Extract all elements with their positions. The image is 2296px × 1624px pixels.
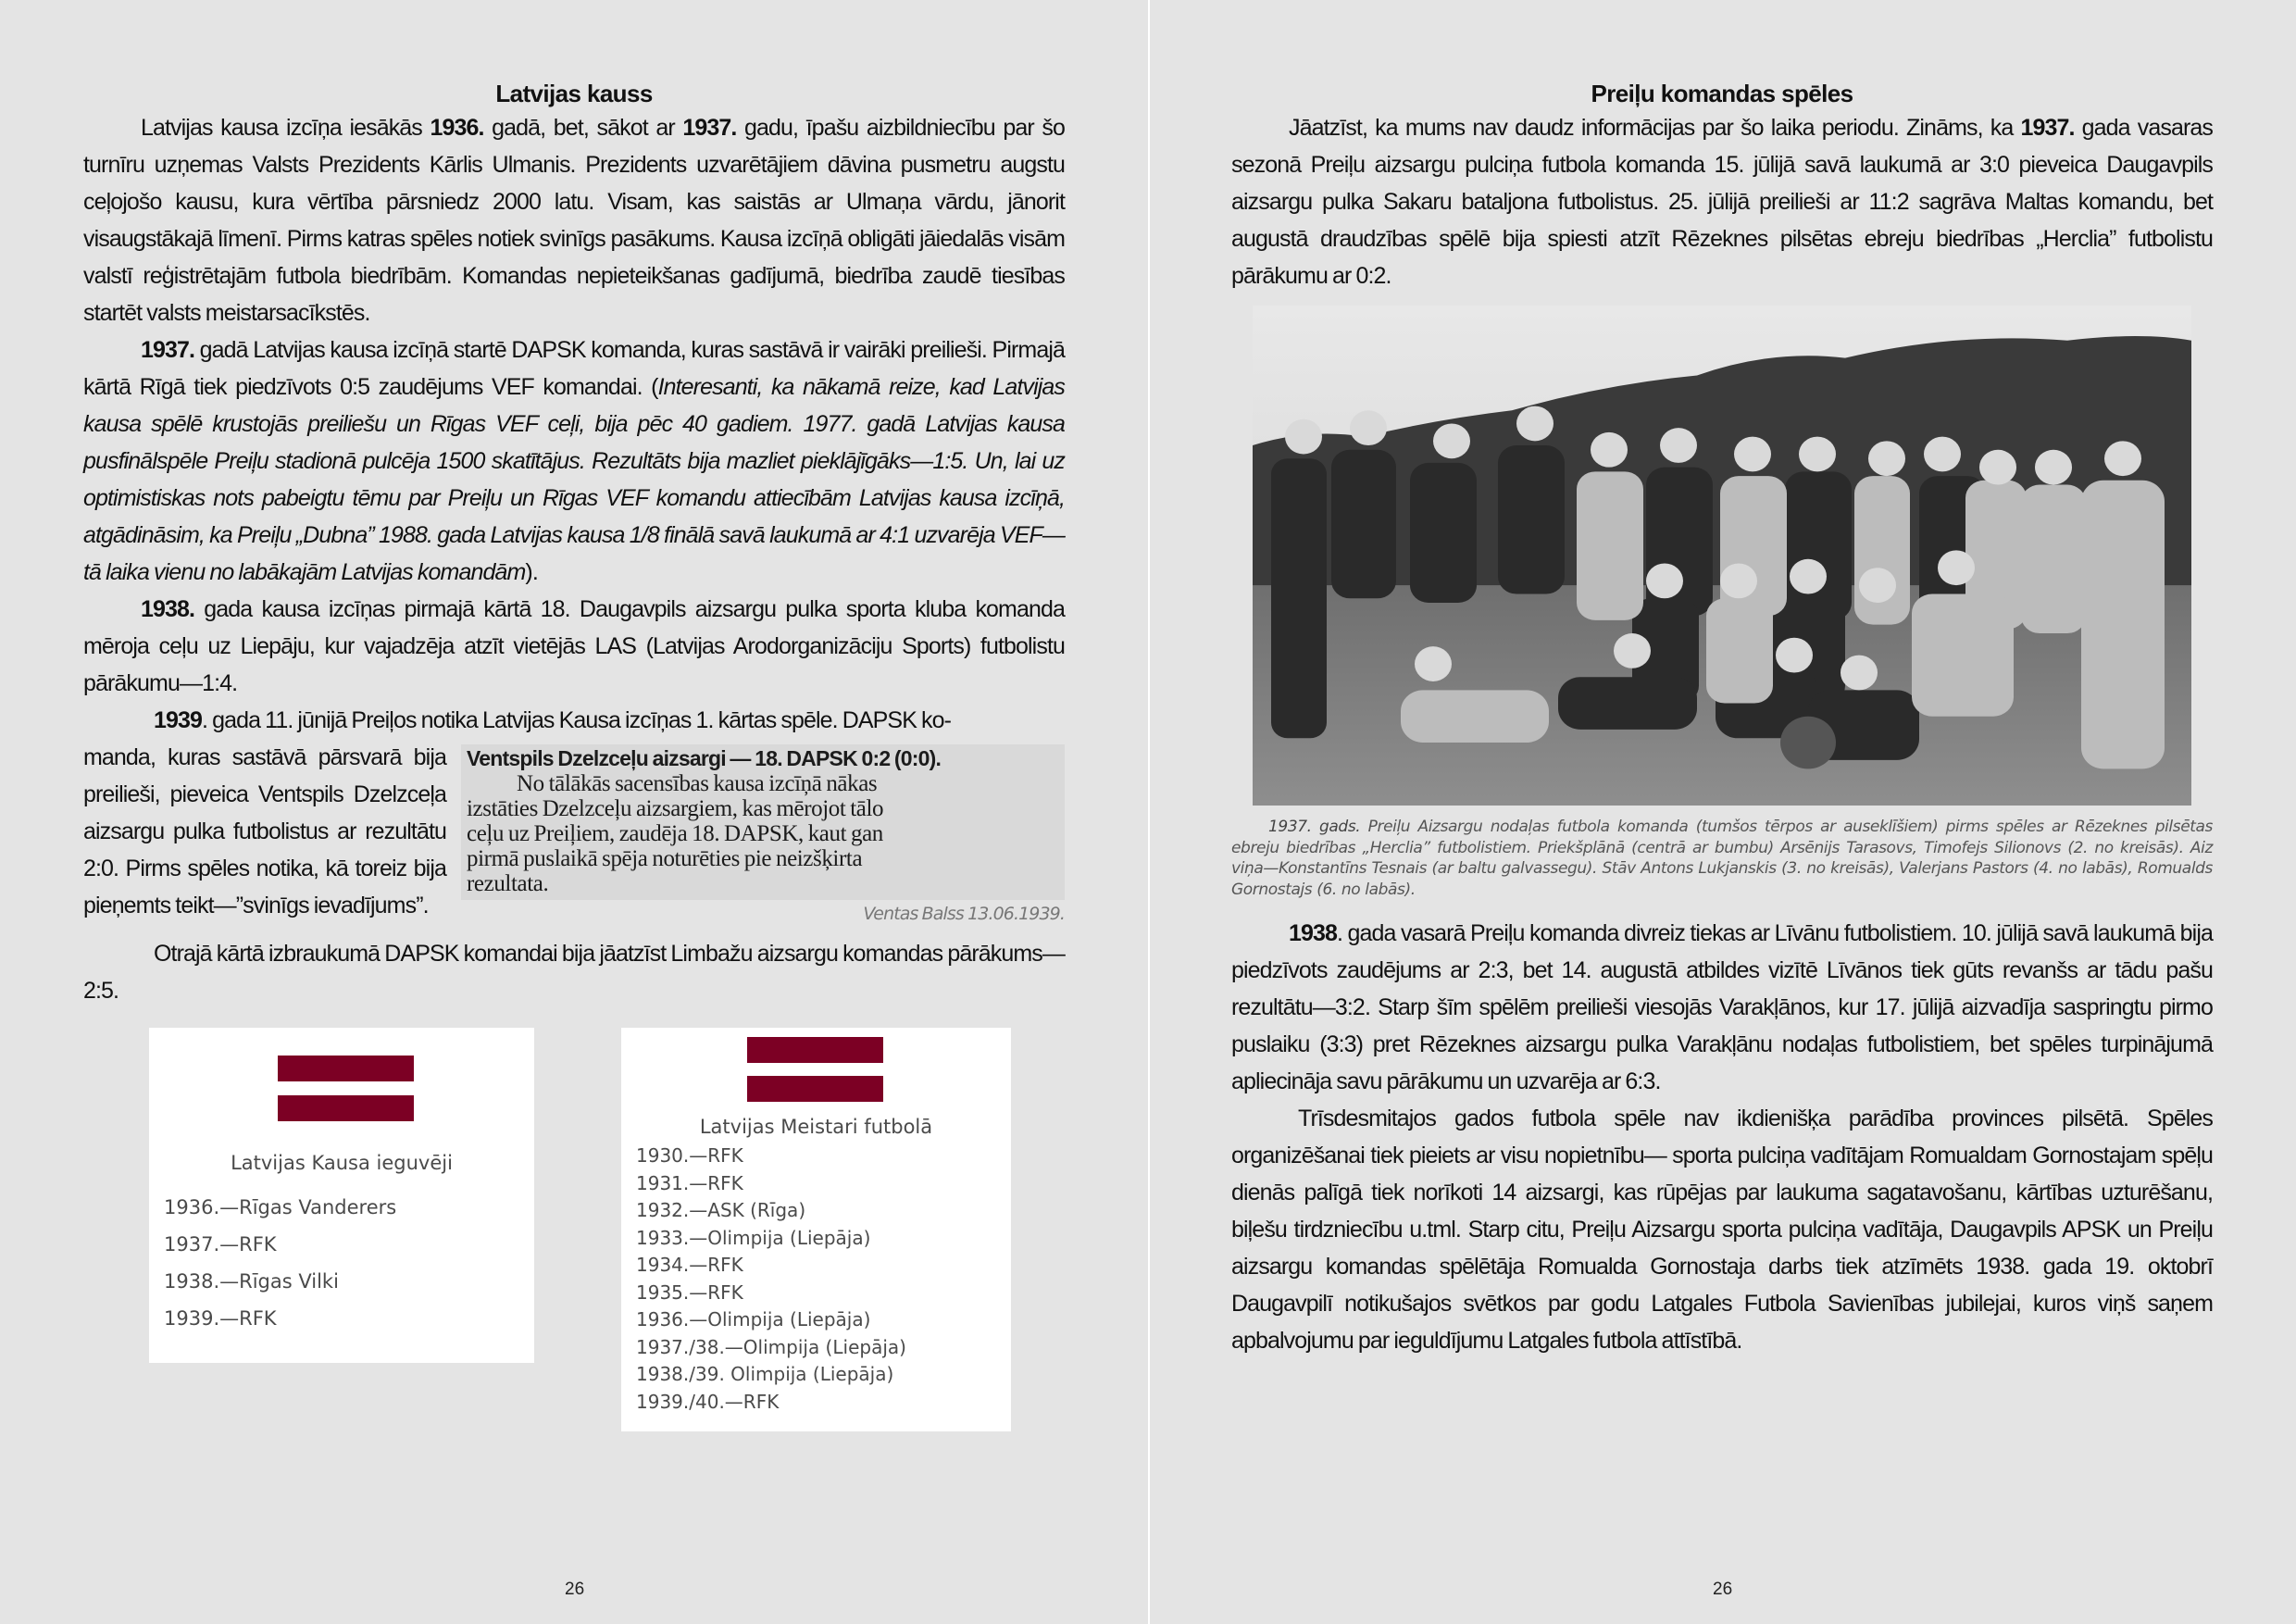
clipping-line: pirmā puslaikā spēja noturēties pie neizšķirta <box>467 846 863 871</box>
list-item: 1931.—RFK <box>636 1171 743 1194</box>
list-item: 1937./38.—Olimpija (Liepāja) <box>636 1335 906 1358</box>
year-bold: 1937. <box>682 115 737 141</box>
cup-winners-list <box>164 1189 396 1337</box>
text: ). <box>525 559 538 585</box>
text: . gada vasarā Preiļu komanda divreiz tiekas ar Līvānu futbolistiem. 10. jūlijā savā laukumā bija piedzīvots zaudējums ar 2:3, bet 14. augustā atbildes vizītē Līvānos tiek gūts revanšs ar tādu pašu rezultātu—3:2. Starp šīm spēlēm preilieši viesojās Varakļānos, kur 17. jūlijā aizvadīja saspringtu pirmo puslaiku (3:3) pret Rēzeknes aizsargu pulka Varakļānu nodaļas futbolistiem, bet spēles turpinājumā apliecināja savu pārākumu un uzvarēja ar 6:3. <box>1231 920 2213 1094</box>
newspaper-clipping-figure <box>461 744 1065 928</box>
text: . gada 11. jūnijā Preiļos notika Latvijas Kausa izcīņas 1. kārtas spēle. DAPSK ko- <box>202 707 952 733</box>
list-item: 1939./40.—RFK <box>636 1390 780 1413</box>
clipping-headline: Ventspils Dzelzceļu aizsargi — 18. DAPSK 0:2 (0:0). <box>467 746 942 770</box>
page-number: 26 <box>565 1580 585 1599</box>
list-item: 1938./39. Olimpija (Liepāja) <box>636 1363 894 1385</box>
paragraph-1939-wrap: manda, kuras sastāvā pārsvarā bija preilieši, pieveica Ventspils Dzelzceļa aizsargu pulka futbolistus ar rezultātu 2:0. Pirms spēles notika, kā toreiz bija pieņemts teikt—”svinīgs ievadījums”. <box>83 744 446 918</box>
list-item: 1930.—RFK <box>636 1144 743 1167</box>
latvian-flag-icon <box>747 1076 883 1102</box>
list-item: 1939.—RFK <box>164 1307 277 1330</box>
paragraph-thirties: Trīsdesmitajos gados futbola spēle nav ikdienišķa parādība provinces pilsētā. Spēles organizēšanai tiek pieiets ar visu nopietnību— sporta pulciņa vadītājam Romualdam Gornostajam spēļu dienās palīgā tiek norīkoti 14 aizsargi, kas rūpējas par laukuma sagatavošanu, kārtības uzturēšanu, biļešu tirdzniecību u.tml. Starp citu, Preiļu Aizsargu sporta pulciņa vadītāja, Daugavpils APSK un Preiļu aizsargu komandas spēlētāja Romualda Gornostaja darbs tiek atzīmēts 1938. gada 19. oktobrī Daugavpilī notikušajos svētkos par godu Latgales Futbola Savienības jubilejai, kuros viņš saņem apbalvojumu par ieguldījumu Latgales futbola attīstībā. <box>1231 1106 2213 1354</box>
list-item: 1936.—Olimpija (Liepāja) <box>636 1308 871 1330</box>
paragraph-1938 <box>83 591 1065 702</box>
latvian-flag-icon <box>747 1037 883 1063</box>
left-page-content <box>83 78 1065 1431</box>
clipping-line: ceļu uz Preiļiem, zaudēja 18. DAPSK, kaut gan <box>467 821 883 846</box>
team-photo <box>1253 306 2191 806</box>
clipping-line: No tālākās sacensības kausa izcīņā nākas <box>517 771 878 796</box>
paragraph-1939-lead <box>83 702 1065 739</box>
left-body <box>83 109 1065 1009</box>
list-item: 1935.—RFK <box>636 1280 743 1304</box>
clipping-line: izstāties Dzelzceļu aizsargiem, kas mērojot tālo <box>467 796 884 821</box>
right-page <box>1150 0 2296 1624</box>
list-item: 1934.—RFK <box>636 1254 743 1276</box>
list-item: 1936.—Rīgas Vanderers <box>164 1196 397 1218</box>
list-item: 1933.—Olimpija (Liepāja) <box>636 1226 871 1249</box>
text: gada vasaras sezonā Preiļu aizsargu pulciņa futbola komanda 15. jūlijā savā laukumā ar 3:0 pieveica Daugavpils aizsargu pulka Sakaru bataljona futbolistus. 25. jūlijā preilieši ar 11:2 sagrāva Maltas komandu, bet augustā draudzības spēlē bija spiesti atzīt Rēzeknes pilsētas ebreju biedrības „Herclia” futbolistu pārākumu ar 0:2. <box>1231 115 2214 289</box>
year-bold: 1938. <box>141 596 195 622</box>
paragraph-1937 <box>83 331 1065 591</box>
champions-box <box>621 1028 1011 1431</box>
text: gadā, bet, sākot ar <box>483 115 683 141</box>
photo-caption <box>1231 817 2213 900</box>
year-bold: 1937. <box>141 337 195 363</box>
caption-text: Preiļu Aizsargu nodaļas futbola komanda (tumšos tērpos ar auseklīšiem) pirms spēles ar Rēzeknes pilsētas ebreju biedrības „Herclia” futbolistiem. Priekšplānā (centrā ar bumbu) Arsēnijs Tarasovs, Timofejs Silionovs (2. no kreisās). Aiz viņa—Konstantīns Tesnais (ar baltu galvassegu). Stāv Antons Lukjanskis (3. no kreisās), Valerjans Pastors (4. no labās), Romualds Gornostajs (6. no labās). <box>1231 818 2213 899</box>
year-bold: 1937. <box>2020 115 2075 141</box>
year-bold: 1936. <box>430 115 484 141</box>
latvian-flag-icon <box>278 1056 414 1081</box>
paragraph-1938 <box>1231 915 2213 1100</box>
caption-date: 1937. gads. <box>1268 818 1361 836</box>
intro-paragraph <box>83 109 1065 331</box>
intro-block <box>1231 109 2213 294</box>
clipping-source: Ventas Balss 13.06.1939. <box>863 904 1065 924</box>
year-bold: 1938 <box>1289 920 1338 946</box>
text: Jāatzīst, ka mums nav daudz informācijas par šo laika periodu. Zināms, ka <box>1289 115 2021 141</box>
text: gada kausa izcīņas pirmajā kārtā 18. Daugavpils aizsargu pulka sporta kluba komanda mēroja ceļu uz Liepāju, kur vajadzēja atzīt vietējās LAS (Latvijas Arodorganizāciju Sports) futbolistu pārākumu—1:4. <box>83 596 1065 696</box>
page-number: 26 <box>1713 1580 1733 1599</box>
page-title: Preiļu komandas spēles <box>1591 80 1853 107</box>
paragraph-second-round: Otrajā kārtā izbraukumā DAPSK komandai bija jāatzīst Limbažu aizsargu komandas pārākums—2:5. <box>83 941 1065 1004</box>
newspaper-clipping <box>461 744 1065 900</box>
list-item: 1938.—Rīgas Vilki <box>164 1270 339 1293</box>
list-item: 1937.—RFK <box>164 1233 277 1255</box>
text: gadu, īpašu aizbildniecību par šo turnīru uzņemas Valsts Prezidents Kārlis Ulmanis. Prezidents uzvarētājiem dāvina pusmetru augstu ceļojošo kausu, kura vērtība pārsniedz 2000 latu. Visam, kas saistās ar Ulmaņa vārdu, jānorit visaugstākajā līmenī. Pirms katras spēles notiek svinīgs pasākums. Kausa izcīņā obligāti jāiedalās visām valstī reģistrētajām futbola biedrībām. Komandas nepieteikšanas gadījumā, biedrība zaudē tiesības startēt valsts meistarsacīkstēs. <box>83 115 1065 326</box>
champions-list <box>636 1143 906 1416</box>
champions-title: Latvijas Meistari futbolā <box>699 1116 933 1138</box>
text: Latvijas kausa izcīņa iesākās <box>141 115 430 141</box>
info-boxes <box>149 1028 1065 1431</box>
team-photo-illustration <box>1253 306 2191 806</box>
text: gadā Latvijas kausa izcīņā startē DAPSK komanda, kuras sastāvā ir vairāki preilieši. Pirmajā kārtā Rīgā tiek piedzīvots 0:5 zaudējums VEF komandai. ( <box>83 337 1065 400</box>
list-item: 1932.—ASK (Rīga) <box>636 1199 806 1221</box>
right-page-content <box>1231 78 2213 1359</box>
clipping-line: rezultata. <box>467 871 549 896</box>
cup-winners-title: Latvijas Kausa ieguvēji <box>231 1152 453 1174</box>
intro-paragraph <box>1231 109 2213 294</box>
latvian-flag-icon <box>278 1095 414 1121</box>
lower-body <box>1231 915 2213 1359</box>
year-bold: 1939 <box>154 707 203 733</box>
page-title: Latvijas kauss <box>495 80 653 107</box>
cup-winners-box <box>149 1028 534 1363</box>
italic-note: Interesanti, ka nākamā reize, kad Latvijas kausa spēlē krustojās preiliešu un Rīgas VEF ceļi, bija pēc 40 gadiem. 1977. gadā Latvijas kausa pusfinālspēle Preiļu stadionā pulcēja 1500 skatītājus. Rezultāts bija mazliet pieklājīgāks—1:5. Un, lai uz optimistiskas nots pabeigtu tēmu par Preiļu un Rīgas VEF komandu attiecībām Latvijas kausa izcīņā, atgādināsim, ka Preiļu „Dubna” 1988. gada Latvijas kausa 1/8 finālā savā laukumā ar 4:1 uzvarēja VEF— tā laika vienu no labākajām Latvijas komandām <box>83 374 1065 585</box>
